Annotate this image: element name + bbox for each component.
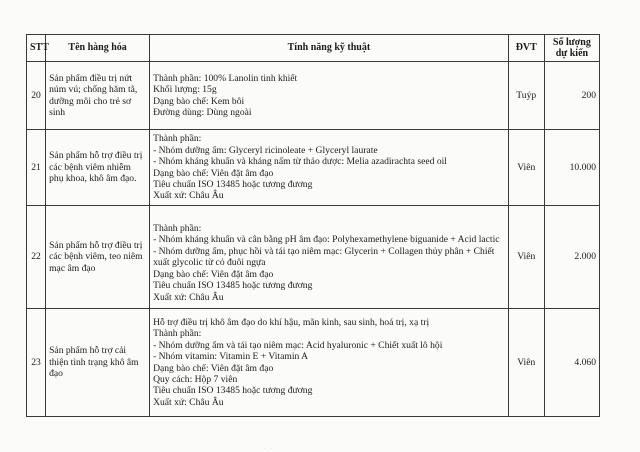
row-unit: Tuýp [508, 62, 544, 130]
row-quantity: 10.000 [544, 130, 599, 206]
spec-line: - Nhóm dưỡng ẩm, phục hồi và tái tạo niêm mạc: Glycerin + Collagen thủy phân + Chiết [153, 245, 495, 257]
spec-line: Dạng bào chế: Viên đặt âm đạo [153, 167, 274, 179]
row-stt: 22 [27, 206, 46, 309]
table-row [27, 309, 600, 417]
spec-line: Tiêu chuẩn ISO 13485 hoặc tương đương [153, 280, 313, 292]
header-stt: STT [27, 35, 46, 62]
spec-line: Thành phần: [153, 328, 202, 340]
row-spec [150, 130, 509, 206]
row-product-name: Sản phẩm hỗ trợ cải thiện tình trạng khô âm đạo [46, 309, 150, 417]
row-quantity: 200 [544, 62, 599, 130]
spec-line: Thành phần: 100% Lanolin tinh khiết [153, 72, 298, 84]
scan-speck-decoration: · · · [264, 446, 280, 451]
header-qty-line1: Số lượng [552, 37, 591, 48]
spec-line: Khối lượng: 15g [153, 84, 217, 96]
spec-line: Xuất xứ: Châu Âu [153, 396, 224, 408]
row-unit: Viên [508, 206, 544, 309]
spec-line: - Nhóm kháng khuẩn và kháng nấm từ thảo dược: Melia azadirachta seed oil [153, 156, 447, 168]
row-quantity: 4.060 [544, 309, 599, 417]
table-row [27, 62, 600, 130]
spec-line: - Nhóm vitamin: Vitamin E + Vitamin A [153, 351, 309, 363]
row-quantity: 2.000 [544, 206, 599, 309]
spec-line: Dạng bào chế: Viên đặt âm đạo [153, 362, 274, 374]
table-row [27, 130, 600, 206]
row-stt: 23 [27, 309, 46, 417]
spec-line: Dạng bào chế: Viên đặt âm đạo [153, 268, 274, 280]
spec-line: Thành phần: [153, 223, 202, 235]
table-header-row [27, 35, 600, 62]
row-spec [150, 206, 509, 309]
spec-line: Xuất xứ: Châu Âu [153, 291, 224, 303]
row-product-name: Sản phẩm hỗ trợ điều trị các bệnh viêm, teo niêm mạc âm đạo [46, 206, 150, 309]
spec-line: Hỗ trợ điều trị khô âm đạo do khí hậu, mãn kinh, sau sinh, hoá trị, xạ trị [153, 316, 430, 328]
spec-line: Xuất xứ: Châu Âu [153, 190, 224, 202]
table-row [27, 206, 600, 309]
header-name: Tên hàng hóa [46, 35, 150, 62]
spec-line: Tiêu chuẩn ISO 13485 hoặc tương đương [153, 178, 313, 190]
spec-line: Dạng bào chế: Kem bôi [153, 95, 245, 107]
spec-line: xuất glycolic từ cỏ đuôi ngựa [153, 257, 266, 269]
row-stt: 20 [27, 62, 46, 130]
spec-line: Đường dùng: Dùng ngoài [153, 106, 252, 118]
row-unit: Viên [508, 130, 544, 206]
row-stt: 21 [27, 130, 46, 206]
row-unit: Viên [508, 309, 544, 417]
spec-line: Thành phần: [153, 133, 202, 145]
row-product-name: Sản phẩm điều trị nứt núm vú; chống hăm tã, dưỡng môi cho trẻ sơ sinh [46, 62, 150, 130]
header-spec: Tính năng kỹ thuật [150, 35, 509, 62]
header-unit: ĐVT [508, 35, 544, 62]
spec-line: Quy cách: Hộp 7 viên [153, 373, 238, 385]
spec-line: - Nhóm dưỡng ẩm và tái tạo niêm mạc: Acid hyaluronic + Chiết xuất lô hội [153, 339, 443, 351]
spec-line: - Nhóm kháng khuẩn và cân bằng pH âm đạo: Polyhexamethylene biguanide + Acid lactic [153, 234, 500, 246]
row-spec [150, 62, 509, 130]
row-product-name: Sản phẩm hỗ trợ điều trị các bệnh viêm nhiễm phụ khoa, khô âm đạo. [46, 130, 150, 206]
row-spec [150, 309, 509, 417]
spec-line: Tiêu chuẩn ISO 13485 hoặc tương đương [153, 385, 313, 397]
product-spec-table [26, 34, 600, 417]
header-qty-line2: dự kiến [555, 48, 589, 59]
header-qty [544, 35, 599, 62]
spec-line: - Nhóm dưỡng ẩm: Glyceryl ricinoleate + Glyceryl laurate [153, 144, 378, 156]
